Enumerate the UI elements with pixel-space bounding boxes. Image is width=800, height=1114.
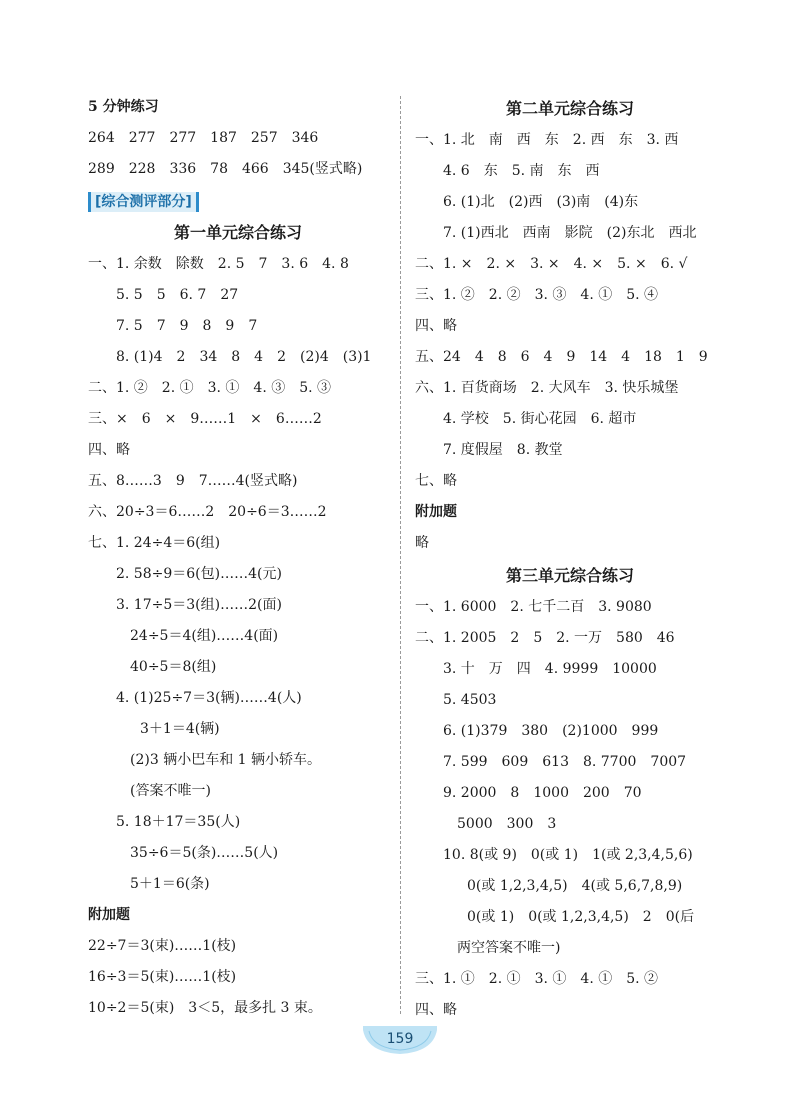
answer-line: 7. 599 609 613 8. 7700 7007 xyxy=(443,754,687,770)
answer-line: 一、1. 北 南 西 东 2. 西 东 3. 西 xyxy=(415,132,679,148)
answer-line: 22÷7＝3(束)……1(枝) xyxy=(88,938,237,954)
answer-line: 5000 300 3 xyxy=(457,816,557,832)
answer-line: 7. 5 7 9 8 9 7 xyxy=(116,318,258,334)
extra-problem-title: 附加题 xyxy=(88,907,130,923)
answer-line: 5. 18＋17＝35(人) xyxy=(116,814,241,830)
answer-line: 10÷2＝5(束) 3＜5，最多扎 3 束。 xyxy=(88,1000,322,1016)
answer-line: 8. (1)4 2 34 8 4 2 (2)4 (3)1 xyxy=(116,349,372,365)
column-divider xyxy=(400,96,401,1014)
answer-line: 4. 学校 5. 街心花园 6. 超市 xyxy=(443,411,637,427)
five-minute-row: 289 228 336 78 466 345(竖式略) xyxy=(88,161,363,177)
answer-line: 16÷3＝5(束)……1(枝) xyxy=(88,969,237,985)
answer-line: 6. (1)北 (2)西 (3)南 (4)东 xyxy=(443,194,639,210)
unit1-title: 第一单元综合练习 xyxy=(173,223,302,242)
answer-line: 一、1. 6000 2. 七千二百 3. 9080 xyxy=(415,599,652,615)
answer-line: 三、× 6 × 9……1 × 6……2 xyxy=(88,411,322,427)
page-number: 159 xyxy=(386,1031,414,1047)
answer-line: 四、略 xyxy=(88,442,130,458)
answer-line: 3＋1＝4(辆) xyxy=(140,721,220,737)
answer-line: 0(或 1) 0(或 1,2,3,4,5) 2 0(后 xyxy=(467,909,695,925)
extra-problem-title: 附加题 xyxy=(415,504,457,520)
answer-line: 9. 2000 8 1000 200 70 xyxy=(443,785,642,801)
answer-line: 四、略 xyxy=(415,318,457,334)
answer-line: 5. 4503 xyxy=(443,692,497,708)
answer-line: 4. (1)25÷7＝3(辆)……4(人) xyxy=(116,690,302,706)
unit2-title: 第二单元综合练习 xyxy=(505,99,634,118)
answer-line: (答案不唯一) xyxy=(130,783,211,799)
answer-line: 5. 5 5 6. 7 27 xyxy=(116,287,239,303)
answer-line: 3. 十 万 四 4. 9999 10000 xyxy=(443,661,657,677)
page-number-badge xyxy=(363,1022,437,1056)
answer-line: 三、1. ① 2. ① 3. ① 4. ① 5. ② xyxy=(415,971,659,987)
answer-line: 七、1. 24÷4＝6(组) xyxy=(88,535,221,551)
answer-line: 4. 6 东 5. 南 东 西 xyxy=(443,163,600,179)
answer-line: 一、1. 余数 除数 2. 5 7 3. 6 4. 8 xyxy=(88,256,349,272)
answer-line: 略 xyxy=(415,535,429,551)
answer-line: 5＋1＝6(条) xyxy=(130,876,210,892)
answer-line: 0(或 1,2,3,4,5) 4(或 5,6,7,8,9) xyxy=(467,878,683,894)
answer-line: 2. 58÷9＝6(包)……4(元) xyxy=(116,566,282,582)
answer-line: 35÷6＝5(条)……5(人) xyxy=(130,845,279,861)
answer-line: 10. 8(或 9) 0(或 1) 1(或 2,3,4,5,6) xyxy=(443,847,693,863)
answer-line: 二、1. × 2. × 3. × 4. × 5. × 6. √ xyxy=(415,256,688,272)
answer-line: 24÷5＝4(组)……4(面) xyxy=(130,628,279,644)
answer-line: 7. (1)西北 西南 影院 (2)东北 西北 xyxy=(443,225,697,241)
unit3-title: 第三单元综合练习 xyxy=(505,566,634,585)
left-column xyxy=(88,92,388,1024)
answer-line: 五、8……3 9 7……4(竖式略) xyxy=(88,473,298,489)
answer-line: 三、1. ② 2. ② 3. ③ 4. ① 5. ④ xyxy=(415,287,659,303)
answer-line: 七、略 xyxy=(415,473,457,489)
answer-line: 五、24 4 8 6 4 9 14 4 18 1 9 xyxy=(415,349,708,365)
answer-line: (2)3 辆小巴车和 1 辆小轿车。 xyxy=(130,752,321,768)
right-column xyxy=(415,92,725,1026)
answer-line: 6. (1)379 380 (2)1000 999 xyxy=(443,723,659,739)
answer-line: 六、20÷3＝6……2 20÷6＝3……2 xyxy=(88,504,327,520)
five-minute-practice-title: 5 分钟练习 xyxy=(88,99,159,115)
answer-line: 40÷5＝8(组) xyxy=(130,659,217,675)
answer-line: 六、1. 百货商场 2. 大风车 3. 快乐城堡 xyxy=(415,380,679,396)
answer-line: 四、略 xyxy=(415,1002,457,1018)
answer-line: 7. 度假屋 8. 教堂 xyxy=(443,442,563,458)
answer-line: 二、1. ② 2. ① 3. ① 4. ③ 5. ③ xyxy=(88,380,332,396)
answer-line: 二、1. 2005 2 5 2. 一万 580 46 xyxy=(415,630,675,646)
five-minute-row: 264 277 277 187 257 346 xyxy=(88,130,319,146)
section-tag-row xyxy=(88,185,388,216)
section-tag: [综合测评部分] xyxy=(88,192,199,212)
answer-line: 两空答案不唯一) xyxy=(457,940,561,956)
answer-line: 3. 17÷5＝3(组)……2(面) xyxy=(116,597,282,613)
